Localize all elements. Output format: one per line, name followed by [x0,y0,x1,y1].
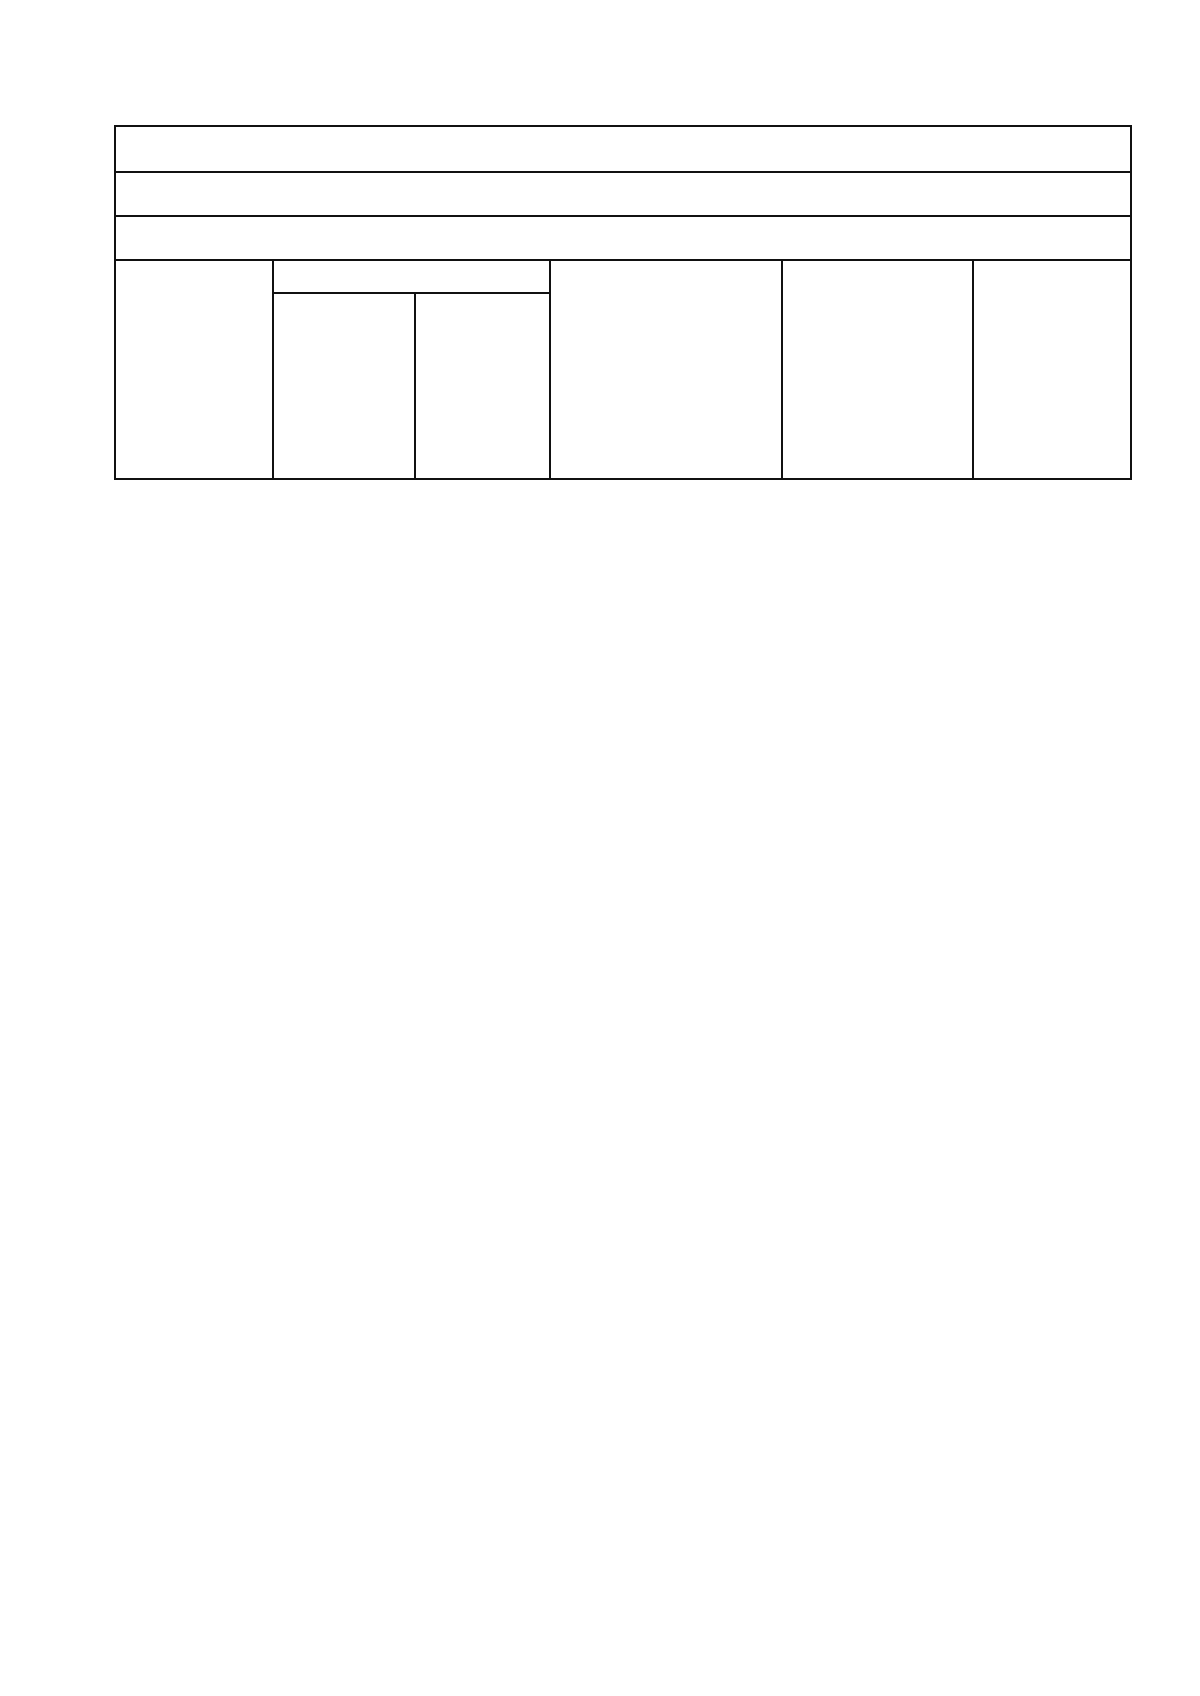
table-title [115,126,1131,172]
header-y [415,293,550,479]
header-description [973,260,1131,479]
boundary-table [114,125,1132,479]
header-mean-error [782,260,973,479]
header-coordinates [273,260,550,293]
header-x [273,293,415,479]
header-point-designation [115,260,273,479]
header-method [550,260,782,479]
points-heading [115,216,1131,260]
coordinate-system [115,172,1131,216]
